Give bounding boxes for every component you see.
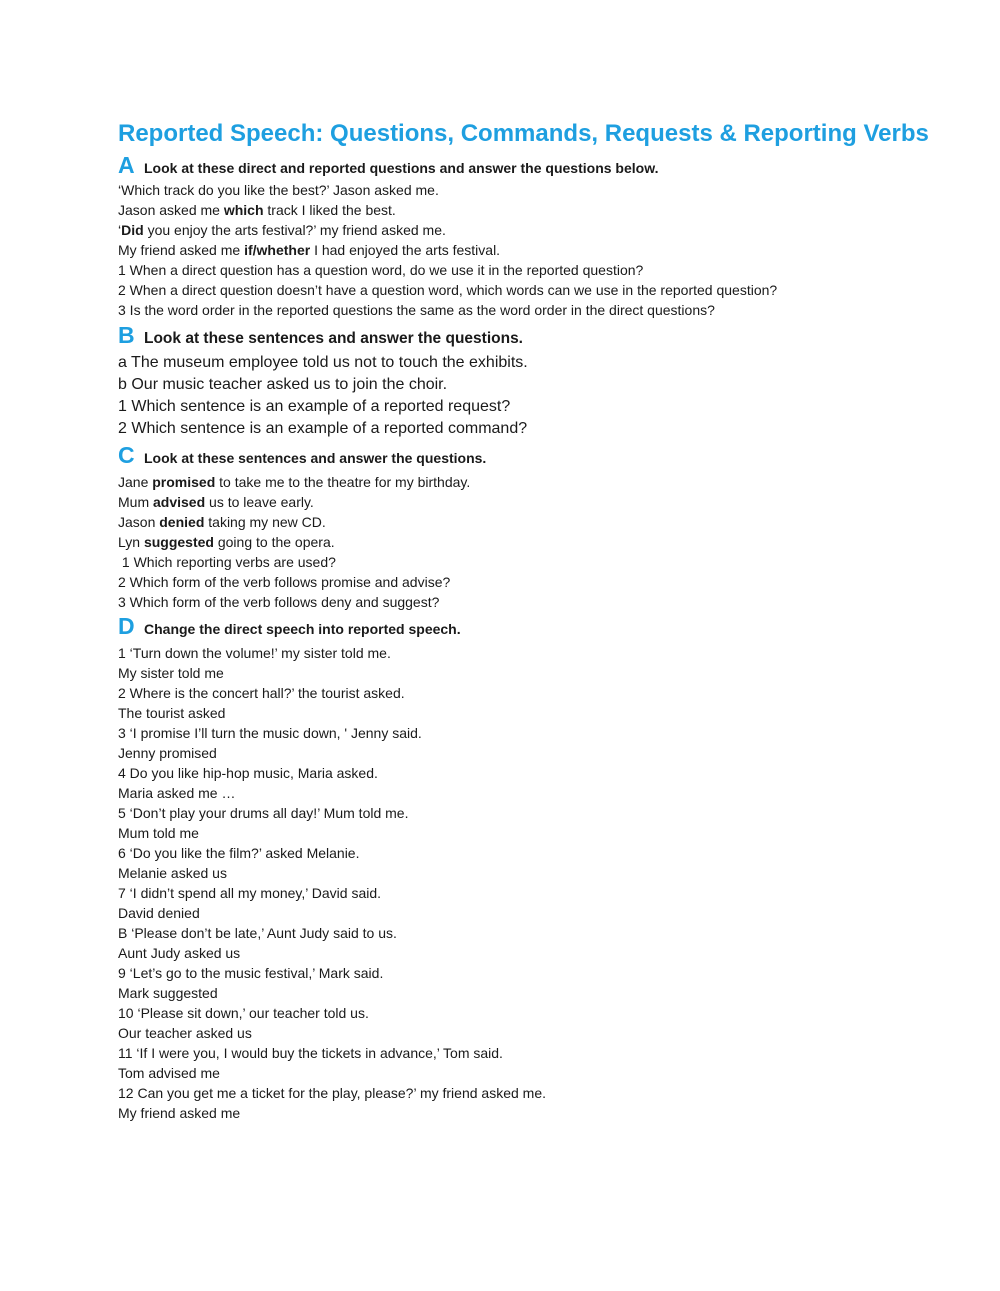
- section-d-reported-prompt: Mark suggested: [118, 985, 218, 1001]
- section-d-direct-speech: 2 Where is the concert hall?’ the tourist asked.: [118, 685, 405, 701]
- section-d-reported-prompt: Melanie asked us: [118, 865, 227, 881]
- section-d-direct-speech: B ‘Please don’t be late,’ Aunt Judy said to us.: [118, 925, 397, 941]
- section-b-line: a The museum employee told us not to touch the exhibits.: [118, 354, 528, 371]
- section-d-body: [118, 643, 918, 1123]
- section-d-reported-prompt: David denied: [118, 905, 200, 921]
- section-c-body: [118, 472, 918, 612]
- section-c-question: 1 Which reporting verbs are used?: [118, 554, 336, 570]
- section-a-question: 3 Is the word order in the reported questions the same as the word order in the direct questions?: [118, 302, 715, 318]
- section-d-reported-prompt: Jenny promised: [118, 745, 217, 761]
- section-d-reported-prompt: Maria asked me …: [118, 785, 236, 801]
- section-c-header: [118, 442, 918, 472]
- section-d-reported-prompt: Tom advised me: [118, 1065, 220, 1081]
- section-d-reported-prompt: The tourist asked: [118, 705, 226, 721]
- section-d-reported-prompt: My friend asked me: [118, 1105, 241, 1121]
- section-d-direct-speech: 9 ‘Let’s go to the music festival,’ Mark said.: [118, 965, 384, 981]
- page-title: Reported Speech: Questions, Commands, Requests & Reporting Verbs: [118, 120, 929, 147]
- section-a-question: 1 When a direct question has a question word, do we use it in the reported question?: [118, 262, 644, 278]
- section-c-line: Lyn suggested going to the opera.: [118, 534, 335, 550]
- section-d-letter: D: [118, 613, 135, 639]
- section-b-body: [118, 352, 918, 440]
- section-a-header: [118, 152, 918, 180]
- section-b-letter: B: [118, 322, 135, 348]
- section-b-instruction: Look at these sentences and answer the questions.: [144, 330, 523, 347]
- section-b-line: b Our music teacher asked us to join the choir.: [118, 376, 448, 393]
- section-d-direct-speech: 5 ‘Don’t play your drums all day!’ Mum told me.: [118, 805, 409, 821]
- section-d-direct-speech: 11 ‘If I were you, I would buy the tickets in advance,’ Tom said.: [118, 1045, 503, 1061]
- section-d-instruction: Change the direct speech into reported speech.: [144, 621, 461, 637]
- section-d-reported-prompt: Our teacher asked us: [118, 1025, 252, 1041]
- section-c-question: 2 Which form of the verb follows promise and advise?: [118, 574, 451, 590]
- section-c-instruction: Look at these sentences and answer the questions.: [144, 450, 487, 466]
- section-d-reported-prompt: Mum told me: [118, 825, 199, 841]
- section-b-header: [118, 322, 918, 352]
- section-b-question: 1 Which sentence is an example of a reported request?: [118, 398, 511, 415]
- section-a-body: [118, 180, 918, 320]
- section-d-reported-prompt: Aunt Judy asked us: [118, 945, 241, 961]
- section-d-direct-speech: 3 ‘I promise I’ll turn the music down, ' Jenny said.: [118, 725, 422, 741]
- section-c-line: Jane promised to take me to the theatre for my birthday.: [118, 474, 471, 490]
- section-a-letter: A: [118, 152, 135, 178]
- section-a-question: 2 When a direct question doesn’t have a question word, which words can we use in the reported question?: [118, 282, 778, 298]
- worksheet: [118, 118, 929, 1123]
- section-d-header: [118, 613, 918, 643]
- section-b-question: 2 Which sentence is an example of a reported command?: [118, 420, 528, 437]
- section-d-direct-speech: 4 Do you like hip-hop music, Maria asked.: [118, 765, 378, 781]
- section-a-line: My friend asked me if/whether I had enjoyed the arts festival.: [118, 242, 501, 258]
- section-d-direct-speech: 6 ‘Do you like the film?’ asked Melanie.: [118, 845, 360, 861]
- section-d-direct-speech: 7 ‘I didn’t spend all my money,’ David said.: [118, 885, 382, 901]
- section-d-direct-speech: 12 Can you get me a ticket for the play, please?’ my friend asked me.: [118, 1085, 546, 1101]
- section-d-direct-speech: 10 ‘Please sit down,’ our teacher told us.: [118, 1005, 369, 1021]
- section-d-reported-prompt: My sister told me: [118, 665, 224, 681]
- section-c-letter: C: [118, 442, 135, 468]
- section-c-line: Jason denied taking my new CD.: [118, 514, 326, 530]
- section-c-question: 3 Which form of the verb follows deny and suggest?: [118, 594, 440, 610]
- section-a-line: Jason asked me which track I liked the best.: [118, 202, 396, 218]
- section-a-instruction: Look at these direct and reported questions and answer the questions below.: [144, 160, 659, 176]
- section-d-direct-speech: 1 ‘Turn down the volume!’ my sister told me.: [118, 645, 391, 661]
- section-a-line: ‘Which track do you like the best?’ Jason asked me.: [118, 182, 439, 198]
- section-c-line: Mum advised us to leave early.: [118, 494, 314, 510]
- section-a-line: ‘Did you enjoy the arts festival?’ my friend asked me.: [118, 222, 446, 238]
